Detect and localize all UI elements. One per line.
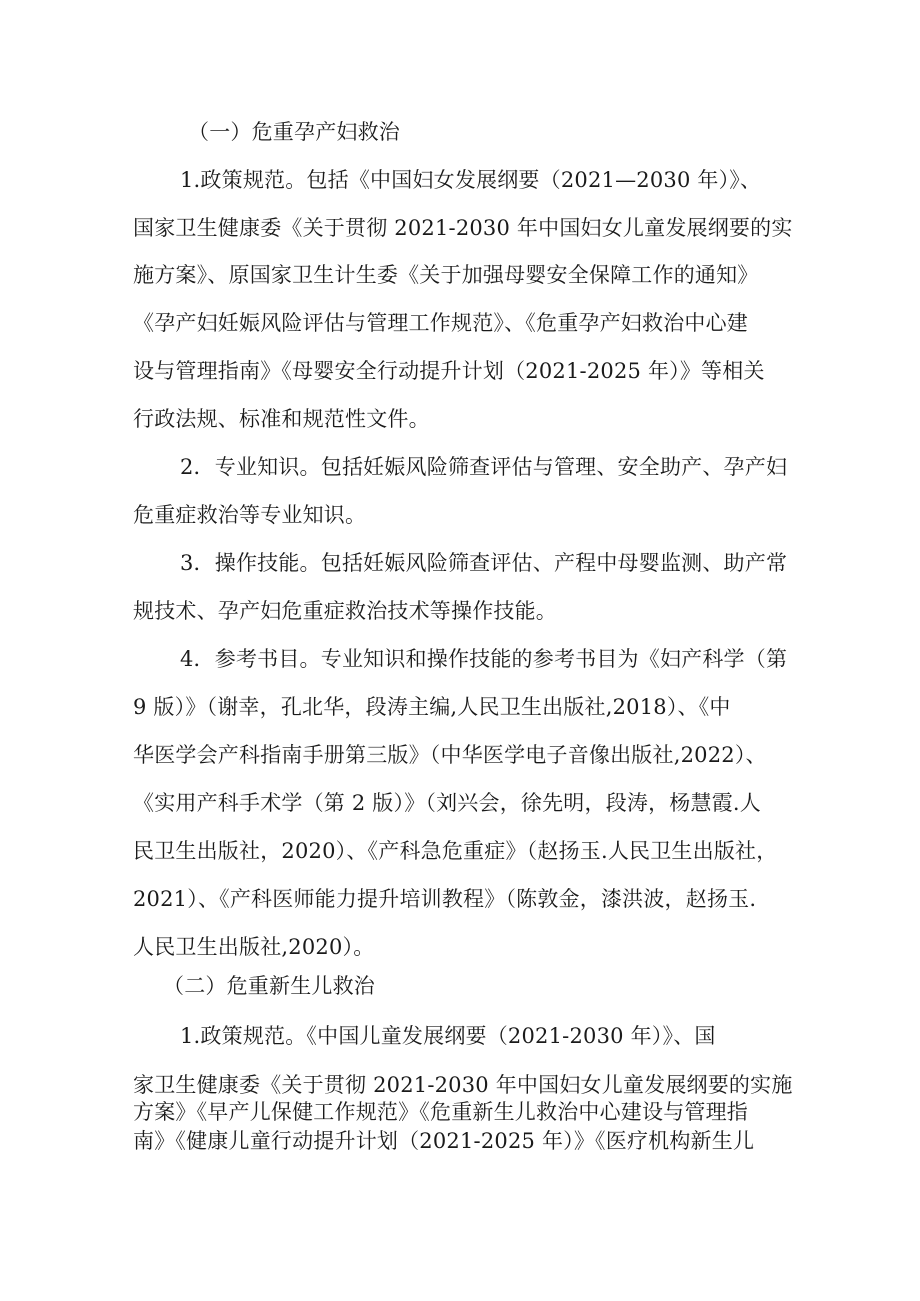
item4-line: 民卫生出版社，2020）、《产科急危重症》（赵扬玉.人民卫生出版社， <box>133 839 778 863</box>
section-heading-2: （二）危重新生儿救治 <box>163 974 375 998</box>
item1-line: 施方案》、原国家卫生计生委《关于加强母婴安全保障工作的通知》 <box>133 263 759 287</box>
item4-line: 4．参考书目。专业知识和操作技能的参考书目为《妇产科学（第 <box>180 647 788 671</box>
item4-line: 《实用产科手术学（第 2 版）》（刘兴会，徐先明，段涛，杨慧霞.人 <box>133 791 761 815</box>
item3-line: 规技术、孕产妇危重症救治技术等操作技能。 <box>133 599 557 623</box>
item4-line: 2021）、《产科医师能力提升培训教程》（陈敦金，漆洪波，赵扬玉. <box>133 887 757 911</box>
section2-item1-line: 家卫生健康委《关于贯彻 2021-2030 年中国妇女儿童发展纲要的实施 <box>133 1073 793 1097</box>
item3-line: 3．操作技能。包括妊娠风险筛查评估、产程中母婴监测、助产常 <box>180 551 788 575</box>
item4-line: 人民卫生出版社,2020）。 <box>133 935 375 959</box>
item1-line: 设与管理指南》《母婴安全行动提升计划（2021-2025 年）》等相关 <box>133 359 765 383</box>
section2-item1-line: 1.政策规范。《中国儿童发展纲要（2021-2030 年）》、国 <box>180 1024 716 1048</box>
item1-line: 1.政策规范。包括《中国妇女发展纲要（2021—2030 年）》、 <box>180 168 762 192</box>
section2-item1-line: 方案》《早产儿保健工作规范》《危重新生儿救治中心建设与管理指 <box>133 1100 748 1124</box>
section-heading-1: （一）危重孕产妇救治 <box>188 120 400 144</box>
item2-line: 2．专业知识。包括妊娠风险筛查评估与管理、安全助产、孕产妇 <box>180 455 788 479</box>
item4-line: 9 版）》（谢幸，孔北华，段涛主编,人民卫生出版社,2018）、《中 <box>133 695 731 719</box>
section2-item1-line: 南》《健康儿童行动提升计划（2021-2025 年）》《医疗机构新生儿 <box>133 1129 755 1153</box>
item1-line: 行政法规、标准和规范性文件。 <box>133 407 430 431</box>
item1-line: 《孕产妇妊娠风险评估与管理工作规范》、《危重孕产妇救治中心建 <box>133 311 748 335</box>
item4-line: 华医学会产科指南手册第三版》（中华医学电子音像出版社,2022）、 <box>133 743 767 767</box>
item1-line: 国家卫生健康委《关于贯彻 2021-2030 年中国妇女儿童发展纲要的实 <box>133 216 793 240</box>
item2-line: 危重症救治等专业知识。 <box>133 503 367 527</box>
